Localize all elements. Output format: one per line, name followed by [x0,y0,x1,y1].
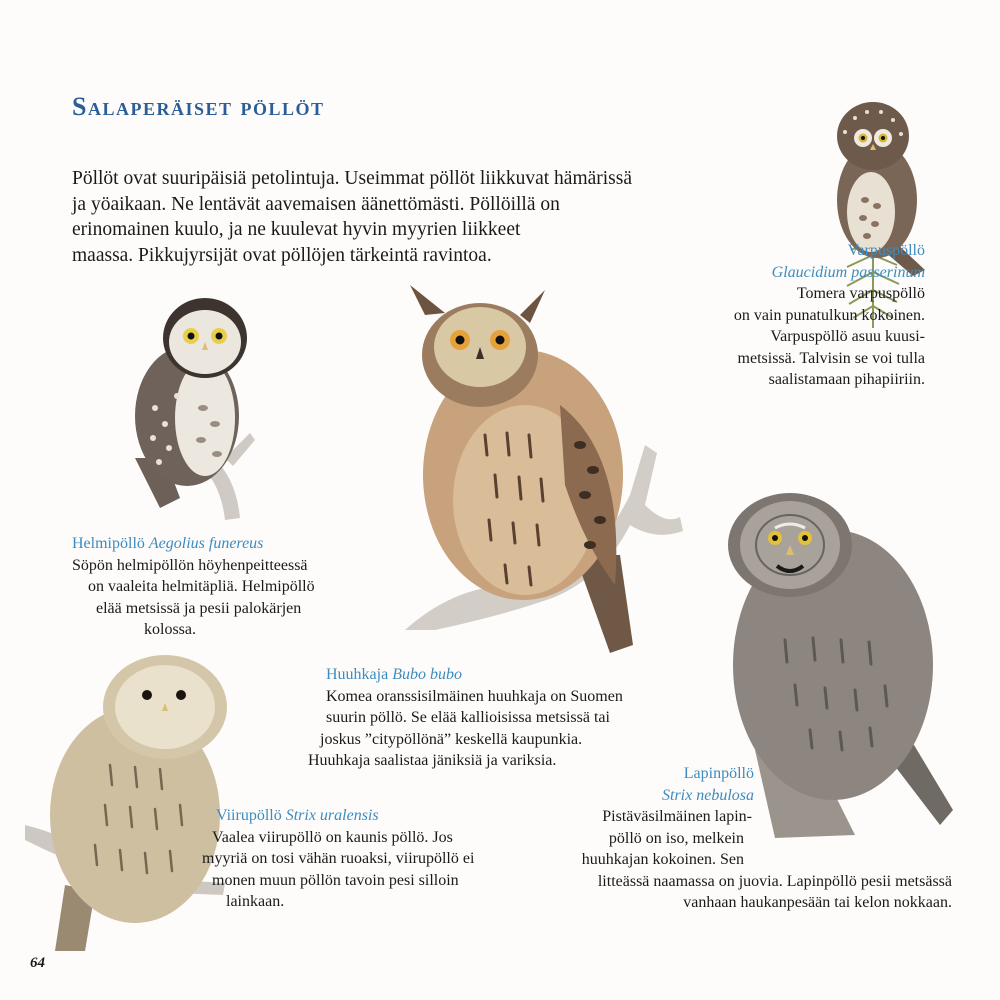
caption-viirupollo [202,805,474,913]
intro-line: maassa. Pikkujyrsijät ovat pöllöjen tärkeintä ravintoa. [72,244,492,266]
ural-owl-illustration [25,655,230,955]
intro-line: erinomainen kuulo, ja ne kuulevat hyvin myyrien liikkeet [72,219,521,240]
species-name: Helmipöllö [72,535,145,552]
species-scientific-name: Bubo bubo [392,666,462,683]
species-scientific-name: Glaucidium passerinum [771,263,925,281]
caption-varpuspollo [734,240,925,391]
species-scientific-name: Strix uralensis [285,807,379,824]
caption-line: Pistäväsilmäinen lapin- [602,808,752,825]
caption-line: myyriä on tosi vähän ruoaksi, viirupöllö ei [202,850,475,867]
species-name: Varpuspöllö [847,242,925,259]
intro-line: ja yöaikaan. Ne lentävät aavemaisen äänettömästi. Pöllöillä on [72,193,560,215]
caption-line: monen muun pöllön tavoin pesi silloin [212,871,459,889]
species-name: Huuhkaja [326,666,389,683]
eagle-owl-illustration [395,285,685,665]
caption-line: Komea oranssisilmäinen huuhkaja on Suomen [326,687,623,705]
caption-line: huuhkajan kokoinen. Sen [581,851,744,868]
caption-line: joskus ”citypöllönä” keskellä kaupunkia. [320,730,583,748]
intro-paragraph [72,166,632,268]
page-title: Salaperäiset pöllöt [72,92,325,121]
intro-line: Pöllöt ovat suuripäisiä petolintuja. Useimmat pöllöt liikkuvat hämärissä [72,168,633,189]
caption-line: Varpuspöllö asuu kuusi- [770,328,925,345]
caption-line: litteässä naamassa on juovia. Lapinpöllö pesii metsässä [597,872,952,890]
caption-line: lainkaan. [226,893,285,910]
caption-lapinpollo [582,763,952,914]
caption-line: vanhaan haukanpesään tai kelon nokkaan. [683,894,952,911]
species-name: Lapinpöllö [683,765,754,782]
caption-line: Vaalea viirupöllö on kaunis pöllö. Jos [212,828,453,846]
caption-line: kolossa. [144,621,196,638]
caption-line: Söpön helmipöllön höyhenpeitteessä [72,556,308,574]
caption-line: on vaaleita helmitäpliä. Helmipöllö [88,578,315,595]
caption-line: metsissä. Talvisin se voi tulla [737,349,925,367]
caption-huuhkaja [308,664,623,772]
species-scientific-name: Strix nebulosa [662,786,754,804]
caption-line: Huuhkaja saalistaa jäniksiä ja variksia. [308,752,557,769]
caption-line: pöllö on iso, melkein [608,829,744,847]
species-name: Viirupöllö [216,807,282,824]
caption-line: saalistamaan pihapiiriin. [768,371,925,388]
caption-line: Tomera varpuspöllö [796,285,925,302]
caption-helmipollo [72,533,315,641]
page-number: 64 [30,955,45,971]
caption-line: suurin pöllö. Se elää kallioisissa metsissä tai [326,709,610,726]
caption-line: on vain punatulkun kokoinen. [733,306,925,324]
caption-line: elää metsissä ja pesii palokärjen [96,599,302,617]
species-scientific-name: Aegolius funereus [148,535,264,552]
boreal-owl-illustration [125,298,265,523]
